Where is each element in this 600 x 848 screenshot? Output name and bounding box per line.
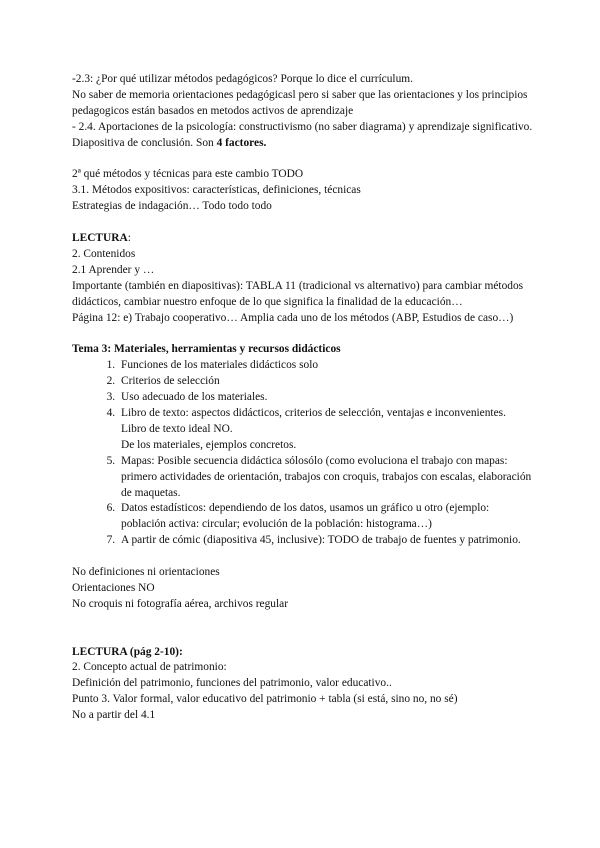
list-item-subline: De los materiales, ejemplos concretos. [121,438,297,451]
section-heading [72,342,534,358]
heading-text: LECTURA [72,232,128,245]
paragraph: Definición del patrimonio, funciones del patrimonio, valor educativo.. [72,677,392,690]
list-item-text: Libro de texto: aspectos didácticos, criterios de selección, ventajas e inconvenientes. [121,406,506,419]
list-item [118,406,534,454]
list-item: 2. Criterios de selección [118,374,534,390]
paragraph: Importante (también en diapositivas): TABLA 11 (tradicional vs alternativo) para cambiar métodos didácticos, cambiar nuestro enfoque de lo que significa la finalidad de la educación… [72,279,524,308]
heading-colon: : [127,232,131,245]
paragraph: Estrategias de indagación… Todo todo todo [72,200,272,213]
paragraph: -2.3: ¿Por qué utilizar métodos pedagógicos? Porque lo dice el currículum. [72,73,413,85]
paragraph: No a partir del 4.1 [72,709,156,722]
paragraph [72,120,534,152]
list-item: 7. A partir de cómic (diapositiva 45, inclusive): TODO de trabajo de fuentes y patrimonio. [118,533,534,549]
list-item: 5. Mapas: Posible secuencia didáctica sólosólo (como evoluciona el trabajo con mapas: primero actividades de orientación, trabajos con croquis, trabajos con escalas, elaboración de maquetas. [118,454,534,502]
paragraph: 3.1. Métodos expositivos: características, definiciones, técnicas [72,184,361,197]
list-item: 6. Datos estadísticos: dependiendo de los datos, usamos un gráfico u otro (ejemplo: población activa: circular; evolución de la población: histograma…) [118,501,534,533]
paragraph: 2ª qué métodos y técnicas para este cambio TODO [72,168,304,181]
heading-text: Tema 3: Materiales, herramientas y recursos didácticos [72,343,341,356]
list-item: 3. Uso adecuado de los materiales. [118,390,534,406]
paragraph: Punto 3. Valor formal, valor educativo del patrimonio + tabla (si está, sino no, no sé) [72,693,458,706]
paragraph: 2.1 Aprender y … [72,263,155,276]
list-item-subline: Libro de texto ideal NO. [121,422,233,435]
paragraph: No saber de memoria orientaciones pedagógicasl pero si saber que las orientaciones y los principios pedagogicos están basados en metodos activos de aprendizaje [72,88,528,117]
paragraph: Página 12: e) Trabajo cooperativo… Amplia cada uno de los métodos (ABP, Estudios de caso…) [72,311,514,324]
paragraph: No croquis ni fotografía aérea, archivos regular [72,597,289,610]
section-heading [72,645,534,661]
list-item: 1. Funciones de los materiales didácticos solo [118,358,534,374]
section-heading [72,231,534,247]
heading-text: LECTURA (pág 2-10): [72,645,183,658]
bold-text: 4 factores. [216,136,267,149]
paragraph: No definiciones ni orientaciones [72,566,220,579]
paragraph-text: - 2.4. Aportaciones de la psicología: constructivismo (no saber diagrama) y aprendizaje significativo. Diapositiva de conclusión. Son [72,120,533,149]
paragraph: 2. Concepto actual de patrimonio: [72,661,227,674]
numbered-list [72,358,534,549]
paragraph: Orientaciones NO [72,581,155,594]
paragraph: 2. Contenidos [72,247,136,260]
document-body [72,72,534,724]
